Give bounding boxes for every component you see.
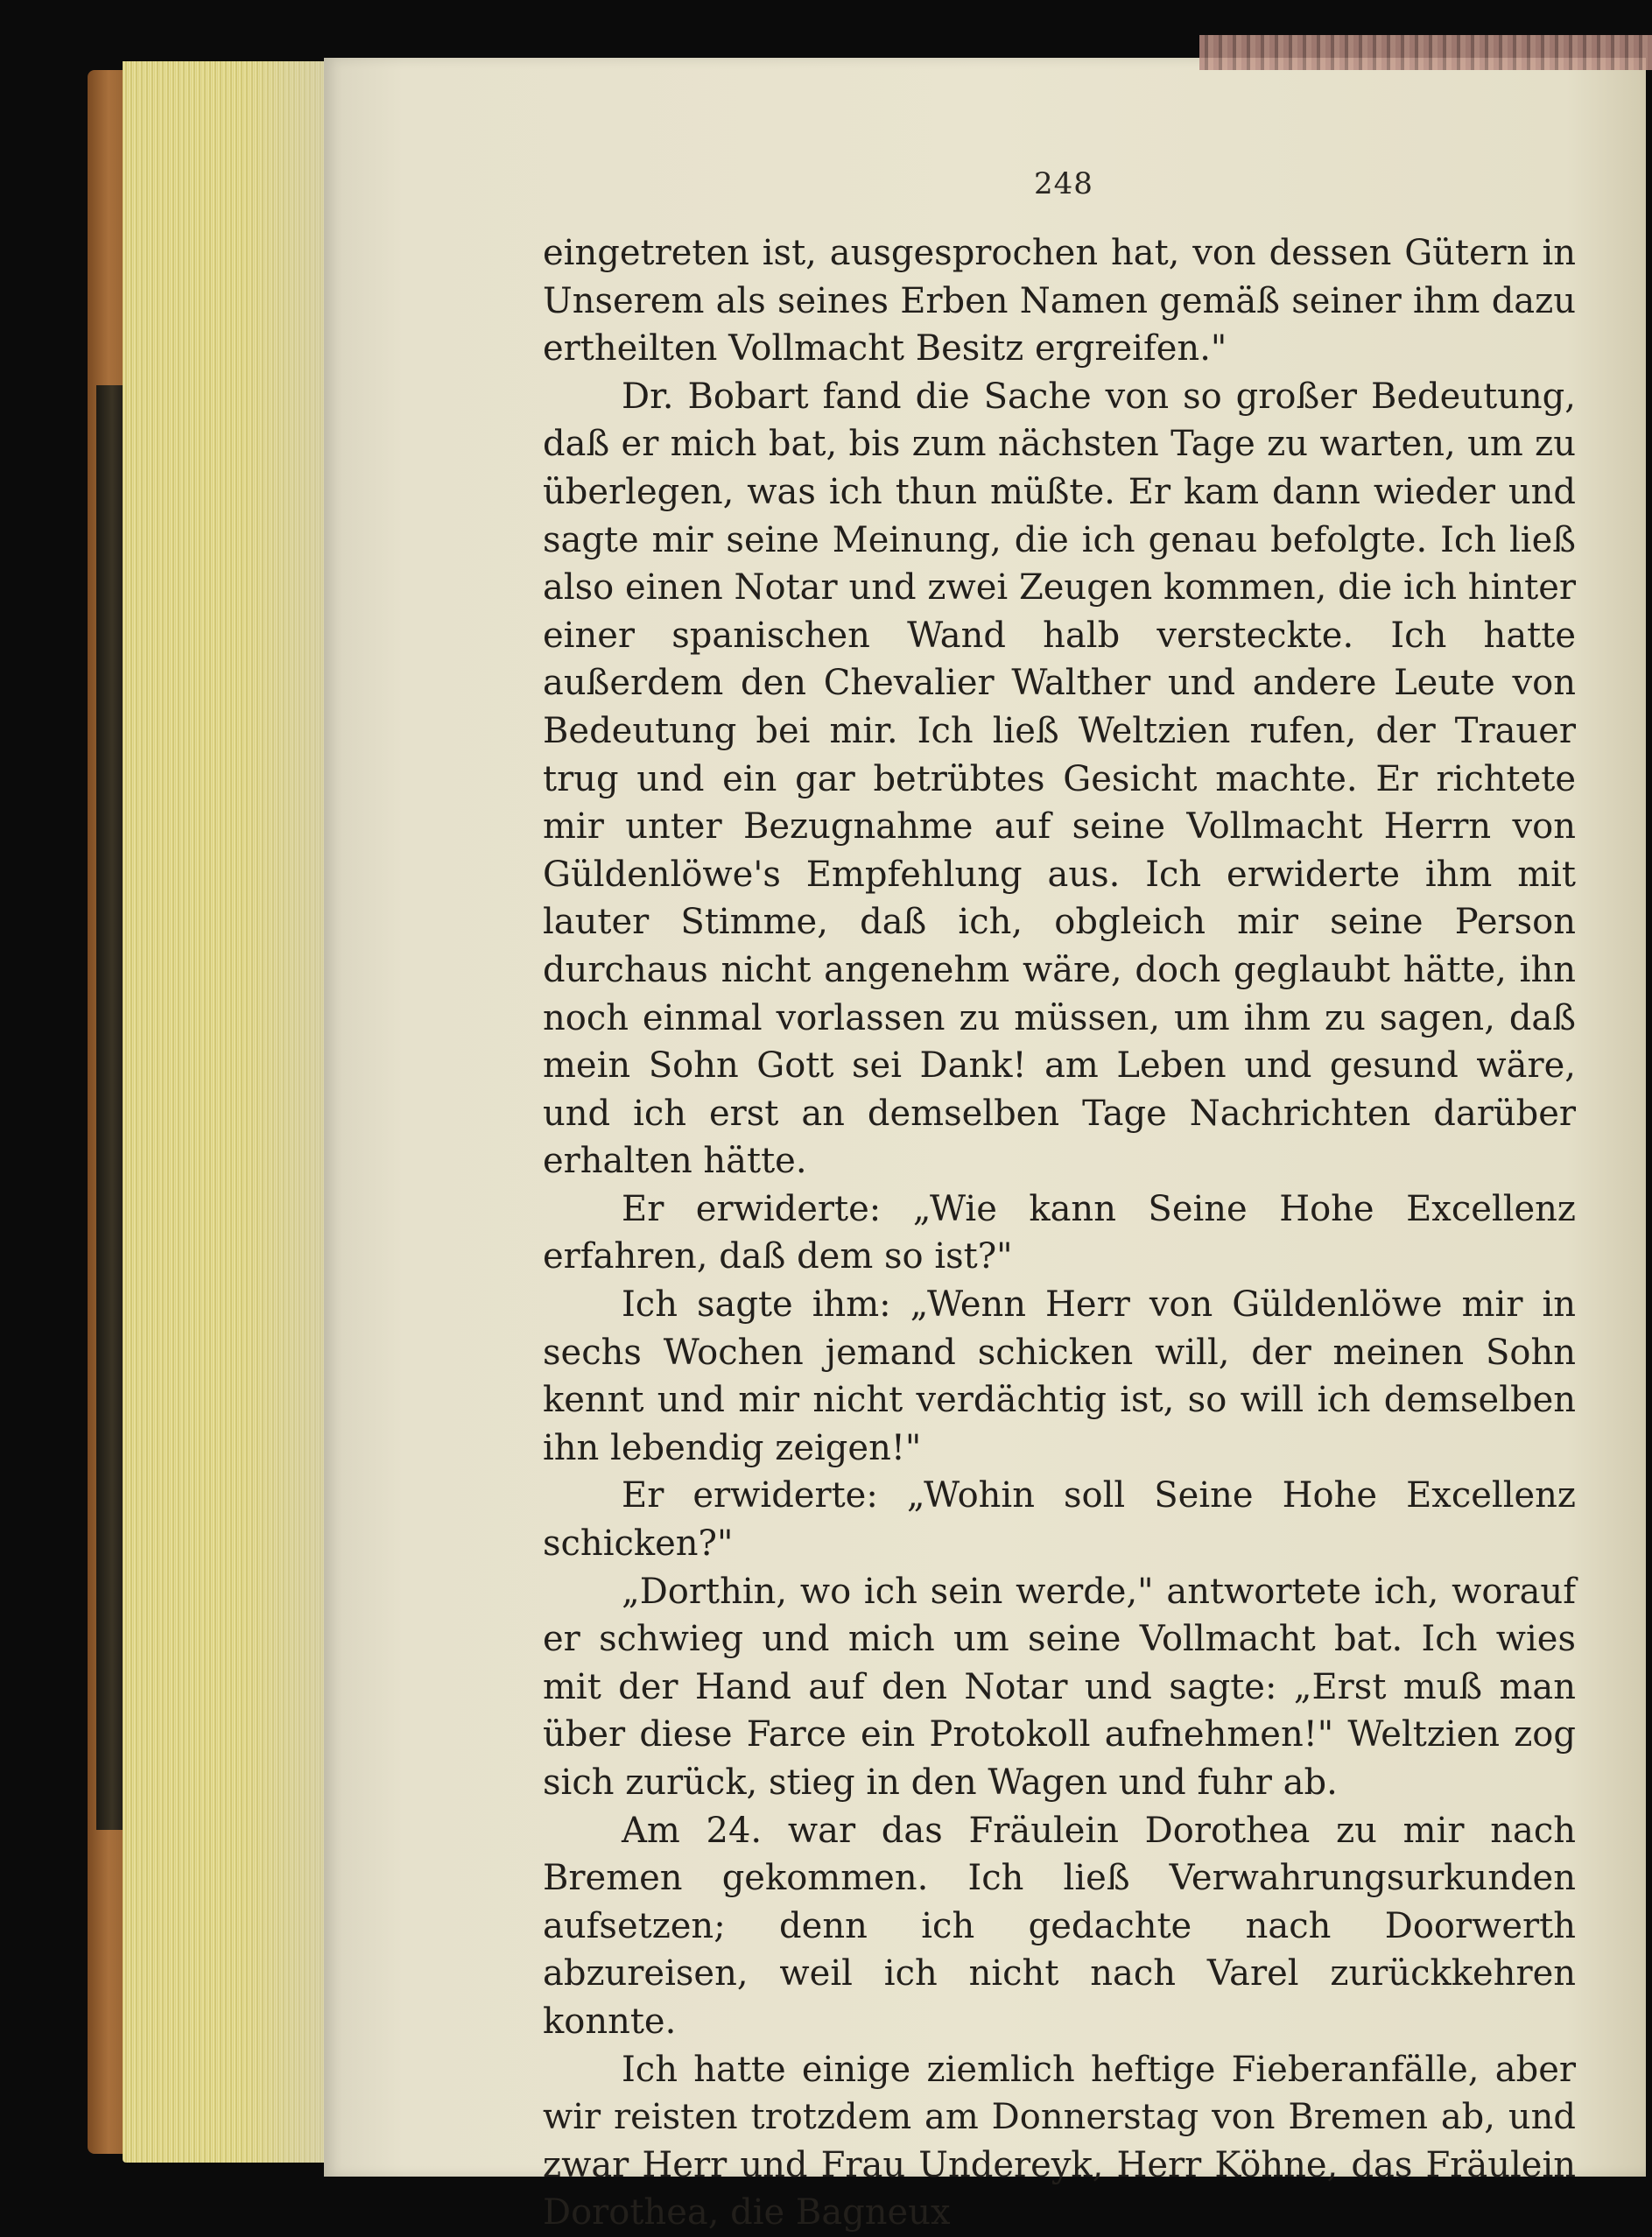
paragraph: Am 24. war das Fräulein Dorothea zu mir nach Bremen gekommen. Ich ließ Verwahrungsurkunden aufsetzen; denn ich gedachte nach Doorwerth abzureisen, weil ich nicht nach Varel zurückkehren konnte. [543, 1810, 1576, 2042]
page-number: 248 [1034, 166, 1093, 201]
bookmark-ribbon [1199, 35, 1652, 70]
paragraph: Er erwiderte: „Wie kann Seine Hohe Excellenz erfahren, daß dem so ist?" [543, 1188, 1576, 1277]
page-body [543, 229, 1576, 2237]
paragraph: eingetreten ist, ausgesprochen hat, von dessen Gütern in Unserem als seines Erben Namen gemäß seiner ihm dazu ertheilten Vollmacht Besitz ergreifen." [543, 233, 1576, 369]
paragraph: „Dorthin, wo ich sein werde," antwortete ich, worauf er schwieg und mich um seine Vollmacht bat. Ich wies mit der Hand auf den Notar und sagte: „Erst muß man über diese Farce ein Protokoll aufnehmen!" Weltzien zog sich zurück, stieg in den Wagen und fuhr ab. [543, 1571, 1576, 1803]
paragraph: Ich sagte ihm: „Wenn Herr von Güldenlöwe mir in sechs Wochen jemand schicken will, der meinen Sohn kennt und mir nicht verdächtig ist, so will ich demselben ihn lebendig zeigen!" [543, 1284, 1576, 1468]
paragraph: Ich hatte einige ziemlich heftige Fieberanfälle, aber wir reisten trotzdem am Donnerstag von Bremen ab, und zwar Herr und Frau Undereyk, Herr Köhne, das Fräulein Dorothea, die Bagneux [543, 2049, 1576, 2233]
paragraph: Er erwiderte: „Wohin soll Seine Hohe Excellenz schicken?" [543, 1475, 1576, 1565]
paragraph: Dr. Bobart fand die Sache von so großer Bedeutung, daß er mich bat, bis zum nächsten Tage zu warten, um zu überlegen, was ich thun müßte. Er kam dann wieder und sagte mir seine Meinung, die ich genau befolgte. Ich ließ also einen Notar und zwei Zeugen kommen, die ich hinter einer spanischen Wand halb versteckte. Ich hatte außerdem den Chevalier Walther und andere Leute von Bedeutung bei mir. Ich ließ Weltzien rufen, der Trauer trug und ein gar betrübtes Gesicht machte. Er richtete mir unter Bezugnahme auf seine Vollmacht Herrn von Güldenlöwe's Empfehlung aus. Ich erwiderte ihm mit lauter Stimme, daß ich, obgleich mir seine Person durchaus nicht angenehm wäre, doch geglaubt hätte, ihn noch einmal vorlassen zu müssen, um ihm zu sagen, daß mein Sohn Gott sei Dank! am Leben und gesund wäre, und ich erst an demselben Tage Nachrichten darüber erhalten hätte. [543, 376, 1576, 1182]
book-spine [96, 385, 123, 1830]
